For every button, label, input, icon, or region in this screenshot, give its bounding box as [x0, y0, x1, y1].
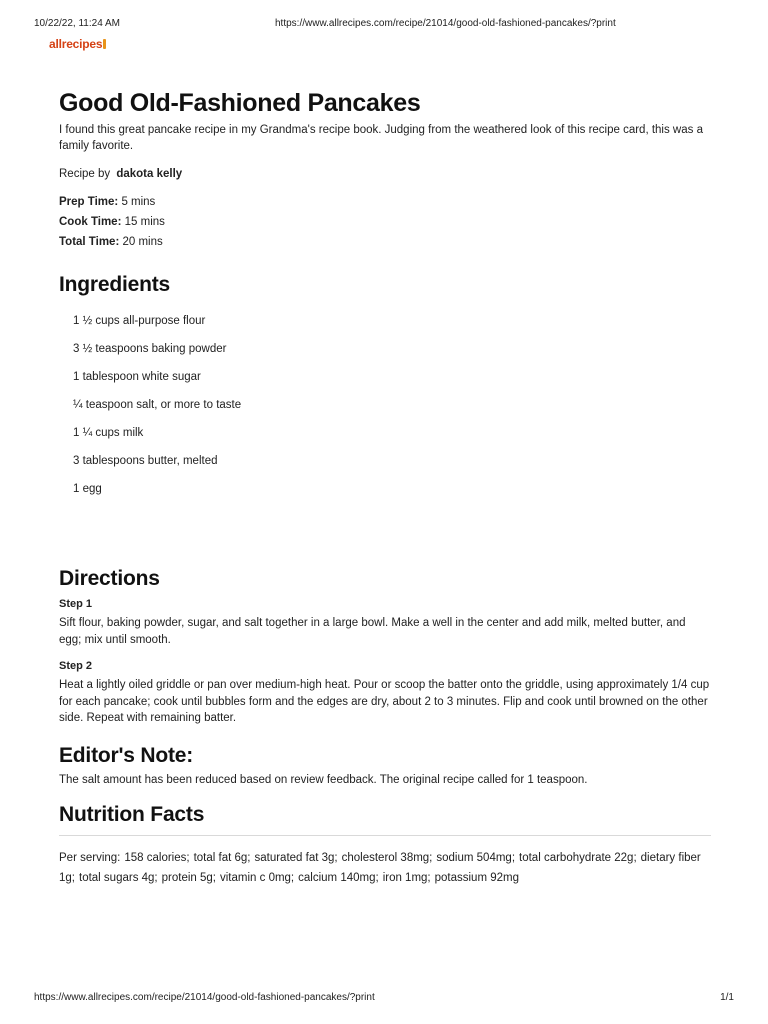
byline-label: Recipe by	[59, 168, 111, 180]
cook-time-label: Cook Time:	[59, 216, 122, 228]
ingredients-list	[73, 307, 241, 503]
print-datetime: 10/22/22, 11:24 AM	[34, 18, 120, 29]
print-header-url[interactable]: https://www.allrecipes.com/recipe/21014/good-old-fashioned-pancakes/?print	[275, 18, 616, 29]
nutrition-facts	[59, 848, 719, 888]
ingredient-item: 1 egg	[73, 483, 102, 495]
nutrition-fact: potassium 92mg	[434, 872, 519, 884]
nutrition-fact: total fat 6g;	[193, 852, 251, 864]
nutrition-divider	[59, 835, 711, 836]
recipe-content	[59, 88, 711, 884]
recipe-author[interactable]: dakota kelly	[116, 168, 183, 180]
print-footer	[34, 992, 734, 1006]
total-time-label: Total Time:	[59, 236, 120, 248]
editors-note-text: The salt amount has been reduced based on review feedback. The original recipe called for 1 teaspoon.	[59, 774, 588, 786]
nutrition-fact: cholesterol 38mg;	[341, 852, 433, 864]
ingredient-item: ¼ teaspoon salt, or more to taste	[73, 399, 242, 411]
nutrition-fact: protein 5g;	[161, 872, 216, 884]
nutrition-fact: vitamin c 0mg;	[220, 872, 295, 884]
nutrition-fact: calcium 140mg;	[298, 872, 379, 884]
recipe-byline	[59, 166, 711, 182]
logo-text: allrecipes	[49, 37, 103, 51]
nutrition-fact: dietary fiber 1g;	[59, 852, 701, 884]
nutrition-heading: Nutrition Facts	[59, 803, 205, 826]
prep-time	[59, 192, 711, 212]
ingredient-item: 3 tablespoons butter, melted	[73, 455, 218, 467]
nutrition-fact: total sugars 4g;	[79, 872, 158, 884]
total-time	[59, 232, 711, 252]
ingredient-item: 3 ½ teaspoons baking powder	[73, 343, 227, 355]
recipe-title: Good Old-Fashioned Pancakes	[59, 89, 421, 117]
step-1-text: Sift flour, baking powder, sugar, and salt together in a large bowl. Make a well in the center and add milk, melted butter, and egg; mix until smooth.	[59, 617, 686, 646]
editors-note-heading: Editor's Note:	[59, 744, 194, 767]
nutrition-prefix: Per serving:	[59, 852, 121, 864]
nutrition-fact: saturated fat 3g;	[254, 852, 338, 864]
ingredient-item: 1 ¼ cups milk	[73, 427, 144, 439]
ingredient-item: 1 ½ cups all-purpose flour	[73, 315, 206, 327]
ingredient-item: 1 tablespoon white sugar	[73, 371, 201, 383]
page-number: 1/1	[720, 992, 734, 1003]
print-footer-url[interactable]: https://www.allrecipes.com/recipe/21014/good-old-fashioned-pancakes/?print	[34, 992, 375, 1003]
prep-time-label: Prep Time:	[59, 196, 119, 208]
step-2-label: Step 2	[59, 660, 93, 672]
step-1-label: Step 1	[59, 598, 93, 610]
nutrition-fact: sodium 504mg;	[436, 852, 516, 864]
cook-time-value: 15 mins	[124, 216, 165, 228]
recipe-description: I found this great pancake recipe in my Grandma's recipe book. Judging from the weathered look of this recipe card, this was a family favorite.	[59, 124, 703, 152]
step-2-text: Heat a lightly oiled griddle or pan over medium-high heat. Pour or scoop the batter onto the griddle, using approximately 1/4 cup for each pancake; cook until bubbles form and the edges are dry, about 2 to 3 minutes. Flip and cook until browned on the other side. Repeat with remaining batter.	[59, 679, 710, 724]
ingredients-heading: Ingredients	[59, 273, 170, 296]
nutrition-fact: iron 1mg;	[382, 872, 431, 884]
directions-heading: Directions	[59, 567, 160, 590]
prep-time-value: 5 mins	[121, 196, 156, 208]
directions-steps	[59, 596, 711, 737]
cook-time	[59, 212, 711, 232]
total-time-value: 20 mins	[122, 236, 163, 248]
nutrition-fact: total carbohydrate 22g;	[519, 852, 637, 864]
print-header	[34, 18, 734, 32]
logo-mark-icon	[103, 39, 106, 49]
allrecipes-logo[interactable]	[49, 37, 106, 51]
recipe-times	[59, 192, 711, 252]
nutrition-fact: 158 calories;	[124, 852, 190, 864]
